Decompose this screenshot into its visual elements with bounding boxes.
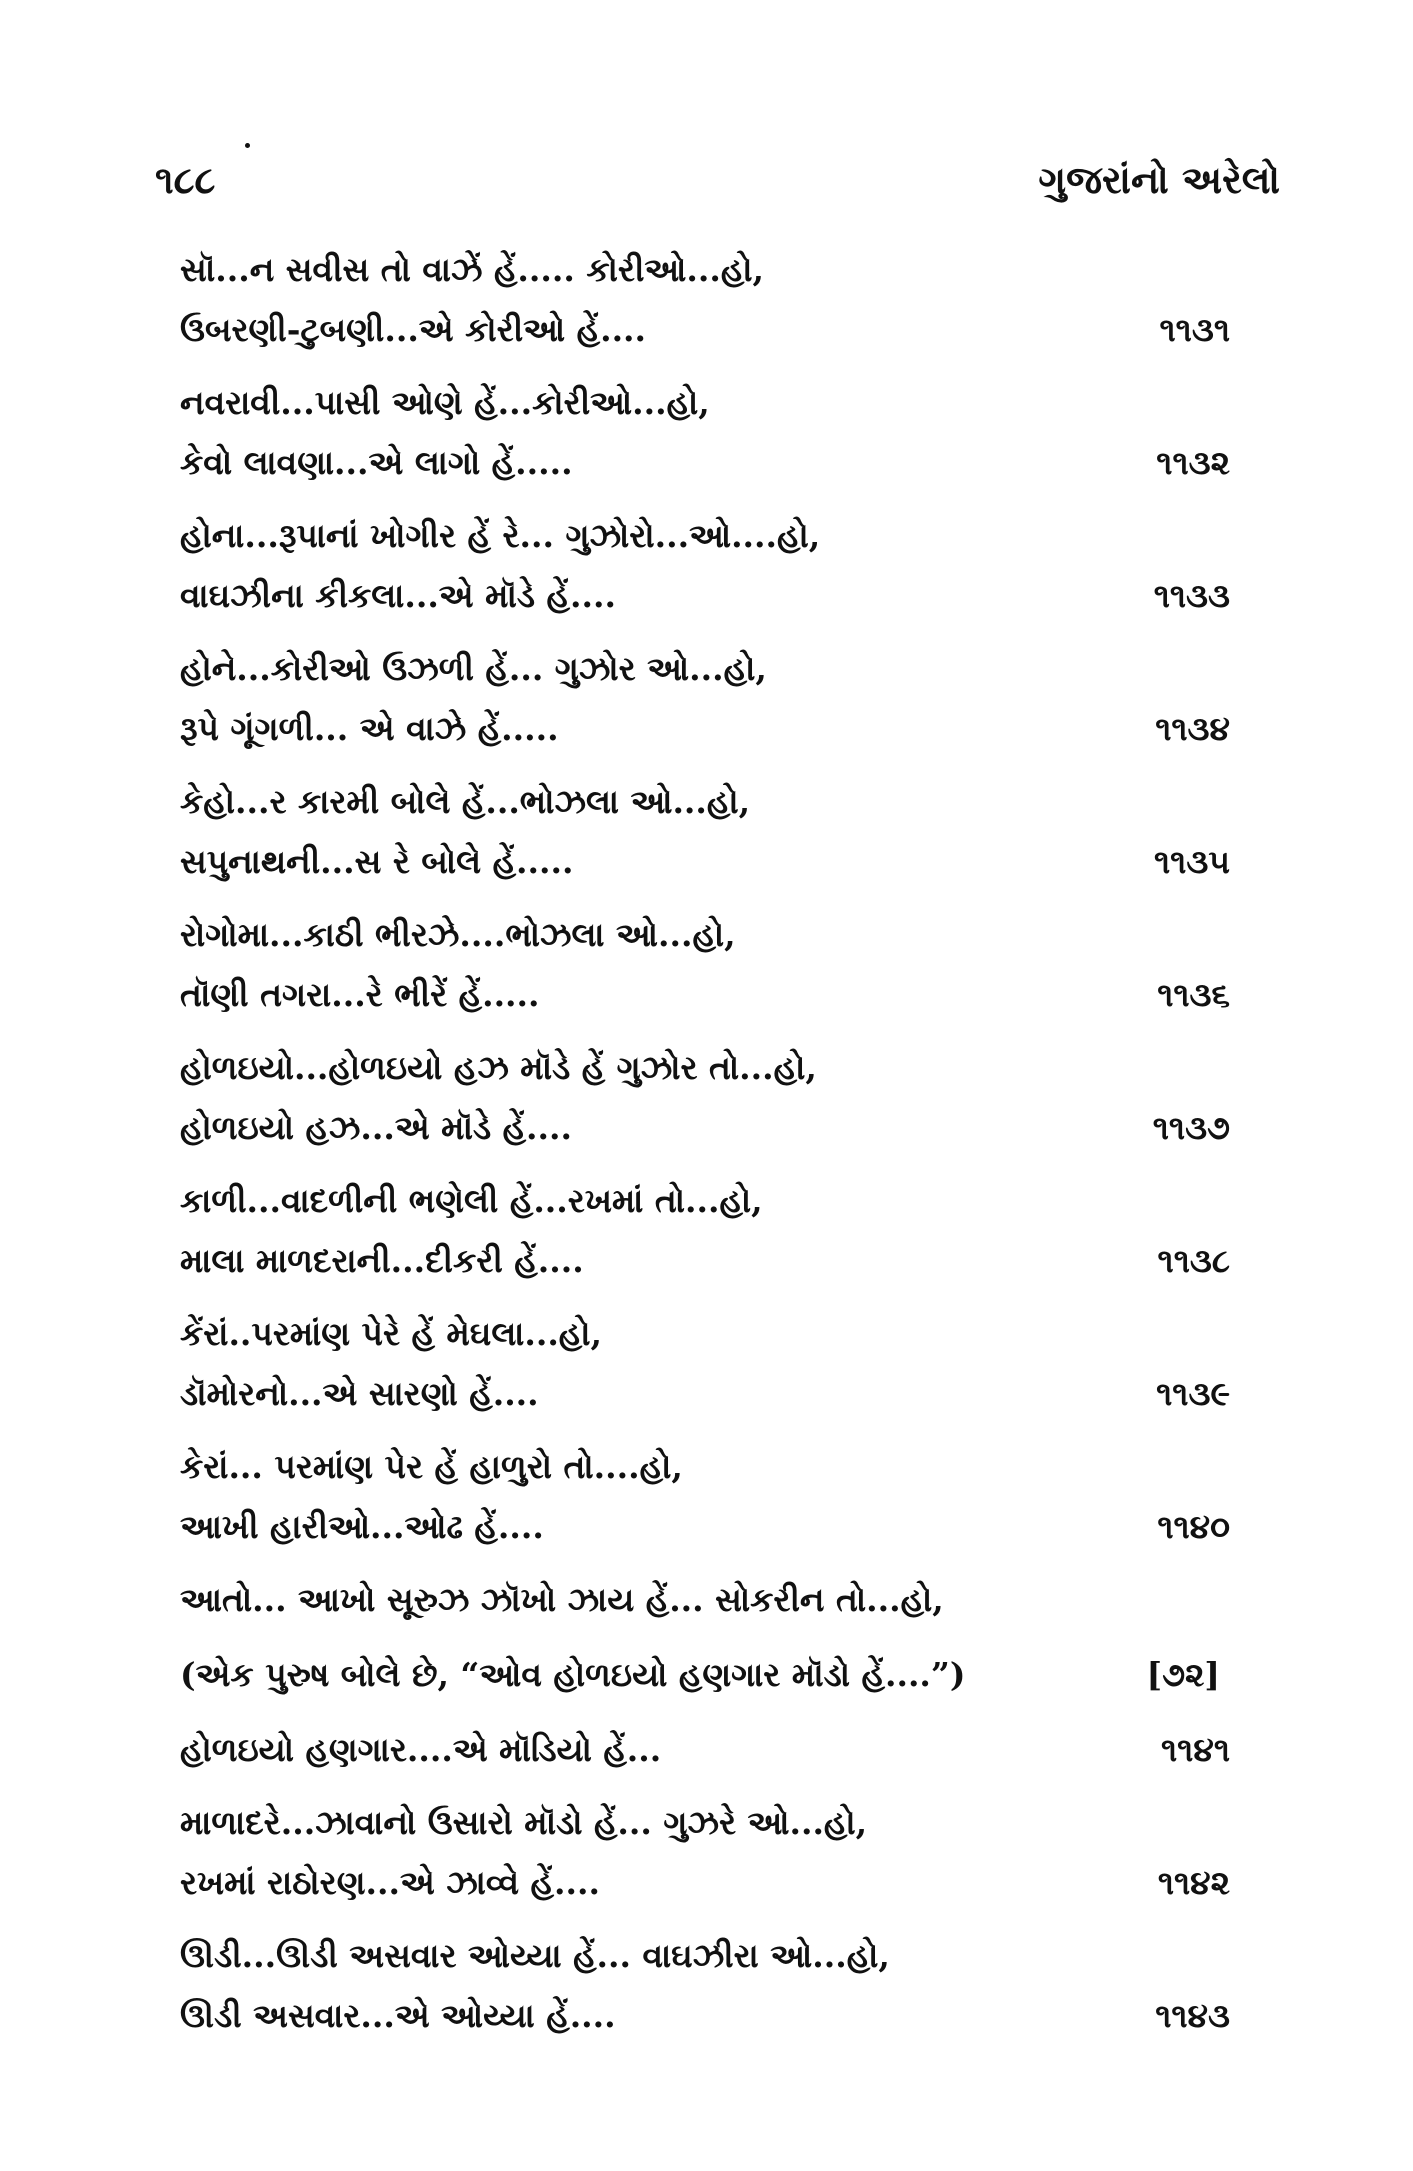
verse-line: રોગોમા...કાઠી ભીરઝે....ભોઝલા ઓ...હો, bbox=[180, 915, 736, 954]
stanza-1136 bbox=[180, 905, 1230, 1025]
page-header bbox=[155, 150, 1280, 210]
stanza-1143 bbox=[180, 1926, 1230, 2046]
verse-line: ઊડી...ઊડી અસવાર ઓય્યા હેં... વાઘઝીરા ઓ...હો, bbox=[180, 1936, 890, 1975]
stanza-1134 bbox=[180, 639, 1230, 759]
verse-line: માળાદરે...ઝાવાનો ઉસારો મૉડો હેં... ગુઝરે ઓ...હો, bbox=[180, 1803, 868, 1842]
stanza-1142 bbox=[180, 1793, 1230, 1913]
speaker-note bbox=[180, 1645, 1230, 1705]
stanza-1133 bbox=[180, 506, 1230, 626]
verse-number: ૧૧૩૨ bbox=[1156, 443, 1230, 482]
verse-line: આખી હારીઓ...ઓઢ હેં.... bbox=[180, 1507, 544, 1546]
speaker-note-text: (એક પુરુષ બોલે છે, “ઓવ હોળઇયો હણગાર મૉડો હેં....”) bbox=[180, 1655, 966, 1694]
verse-number: ૧૧૩૭ bbox=[1152, 1108, 1230, 1147]
verse-number: ૧૧૪૧ bbox=[1161, 1730, 1230, 1769]
verse-line: તૉણી તગરા...રે ભીરેં હેં..... bbox=[180, 975, 540, 1014]
verse-line: વાઘઝીના કીકલા...એ મૉડે હેં.... bbox=[180, 576, 616, 615]
stanza-1132 bbox=[180, 373, 1230, 493]
speaker-note-ref: [૭૨] bbox=[1146, 1655, 1220, 1694]
verse-number: ૧૧૩૩ bbox=[1153, 576, 1230, 615]
verse-line: હોળઇયો...હોળઇયો હઝ મૉડે હેં ગુઝોર તો...હો, bbox=[180, 1048, 817, 1087]
verse-line: હોળઇયો હઝ...એ મૉડે હેં.... bbox=[180, 1108, 572, 1147]
verse-line: ડૉમોરનો...એ સારણો હેં.... bbox=[180, 1374, 539, 1413]
verse-number: ૧૧૩૪ bbox=[1155, 709, 1230, 748]
running-title: ગુજરાંનો અરેલો bbox=[1038, 157, 1280, 202]
verse-line: રખમાં રાઠોરણ...એ ઝાવ્વે હેં.... bbox=[180, 1863, 600, 1902]
verse-number: ૧૧૪૦ bbox=[1157, 1507, 1230, 1546]
verse-number: ૧૧૪૨ bbox=[1157, 1863, 1230, 1902]
verse-line: રૂપે ગૂંગળી... એ વાઝે હેં..... bbox=[180, 709, 559, 748]
verse-number: ૧૧૩૯ bbox=[1156, 1374, 1230, 1413]
verse-line: કેહો...ર કારમી બોલે હેં...ભોઝલા ઓ...હો, bbox=[180, 782, 751, 821]
stanza-1138 bbox=[180, 1171, 1230, 1291]
ink-dot bbox=[245, 143, 250, 148]
verse-line: ઉબરણી-ટુબણી...એ કોરીઓ હેં.... bbox=[180, 310, 647, 349]
verse-line: સૉ...ન સવીસ તો વાઝેં હેં..... કોરીઓ...હો, bbox=[180, 250, 765, 289]
verse-line: કેરાં... પરમાંણ પેર હેં હાળુરો તો....હો, bbox=[180, 1447, 683, 1486]
verse-number: ૧૧૩૬ bbox=[1157, 975, 1230, 1014]
stanza-1141 bbox=[180, 1720, 1230, 1780]
verse-number: ૧૧૩૮ bbox=[1157, 1241, 1230, 1280]
stanza-1139 bbox=[180, 1304, 1230, 1424]
verse-line: હોના...રૂપાનાં ખોગીર હેં રે... ગુઝોરો...ઓ....હો, bbox=[180, 516, 821, 555]
verse-number: ૧૧૪૩ bbox=[1155, 1996, 1230, 2035]
verse-line: કેવો લાવણા...એ લાગો હેં..... bbox=[180, 443, 573, 482]
single-verse-line: આતો... આખો સૂરુઝ ઝૉખો ઝાય હેં... સોકરીન તો...હો, bbox=[180, 1580, 944, 1619]
verse-line: સપુનાથની...સ રે બોલે હેં..... bbox=[180, 842, 574, 881]
verse-number: ૧૧૩૫ bbox=[1154, 842, 1230, 881]
page-number: ૧૮૮ bbox=[155, 157, 216, 202]
verse-line: ઊડી અસવાર...એ ઓય્યા હેં.... bbox=[180, 1996, 616, 2035]
stanza-1135 bbox=[180, 772, 1230, 892]
verse-body bbox=[180, 240, 1230, 2059]
stanza-1140 bbox=[180, 1437, 1230, 1557]
verse-line: હોળઇયો હણગાર....એ મૉડિયો હેં... bbox=[180, 1730, 662, 1769]
stanza-1137 bbox=[180, 1038, 1230, 1158]
verse-line: હોને...કોરીઓ ઉઝળી હેં... ગુઝોર ઓ...હો, bbox=[180, 649, 767, 688]
verse-line: કેંરાં..પરમાંણ પેરે હેં મેઘલા...હો, bbox=[180, 1314, 603, 1353]
stanza-1131 bbox=[180, 240, 1230, 360]
verse-line: નવરાવી...પાસી ઓણે હેં...કોરીઓ...હો, bbox=[180, 383, 710, 422]
verse-number: ૧૧૩૧ bbox=[1159, 310, 1230, 349]
verse-line: માલા માળદરાની...દીકરી હેં.... bbox=[180, 1241, 584, 1280]
verse-line: કાળી...વાદળીની ભણેલી હેં...રખમાં તો...હો, bbox=[180, 1181, 763, 1220]
